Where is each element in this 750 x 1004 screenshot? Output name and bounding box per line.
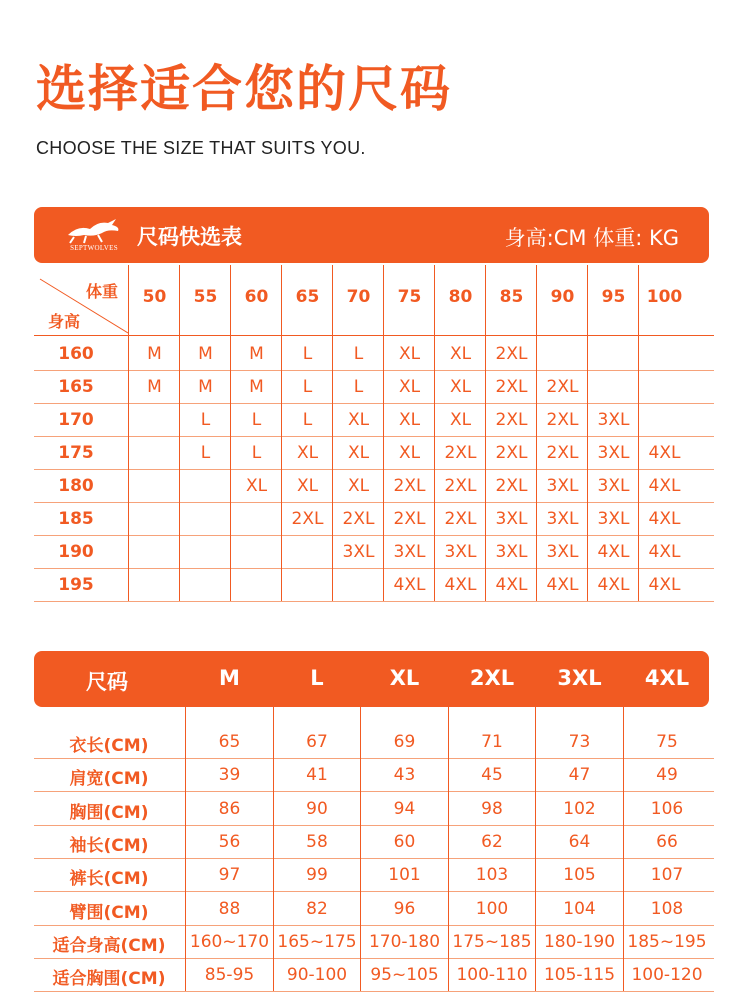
column-divider	[485, 265, 486, 601]
weight-header-cell: 100	[646, 287, 683, 307]
measure-value-cell: 165~175	[277, 931, 357, 952]
weight-header-cell: 80	[448, 287, 473, 307]
size-cell: 4XL	[393, 575, 426, 595]
size-cell: L	[302, 410, 313, 430]
corner-weight-label: 体重	[86, 282, 119, 301]
measure-value-cell: 175~185	[452, 931, 532, 952]
measure-value-cell: 75	[656, 732, 678, 752]
measure-value-cell: 49	[656, 765, 678, 786]
size-cell: 3XL	[444, 542, 477, 562]
size-cell: 3XL	[546, 476, 579, 496]
table-row	[34, 568, 714, 602]
measure-value-cell: 39	[218, 765, 241, 786]
measure-label: 袖长(CM)	[69, 835, 149, 856]
size-cell: 2XL	[495, 443, 528, 463]
measure-value-cell: 62	[481, 831, 503, 852]
size-cell: 2XL	[444, 443, 477, 463]
measure-value-cell: 90-100	[286, 965, 348, 986]
measure-label: 适合胸围(CM)	[52, 969, 166, 990]
table-row	[34, 858, 714, 892]
size-cell: 2XL	[291, 509, 324, 529]
measure-value-cell: 107	[650, 865, 684, 886]
column-divider	[587, 265, 588, 601]
logo-text: SEPTWOLVES	[70, 244, 118, 252]
size-cell: L	[251, 410, 262, 430]
size-cell: 4XL	[648, 509, 681, 529]
table-row	[34, 403, 714, 437]
size-cell: 2XL	[393, 509, 426, 529]
size-cell: 2XL	[393, 476, 426, 496]
size-header-cell: 4XL	[644, 666, 690, 690]
measure-value-cell: 180-190	[543, 931, 616, 952]
weight-header-cell: 55	[193, 287, 218, 307]
size-cell: XL	[449, 377, 472, 397]
measure-header-label: 尺码	[86, 670, 128, 694]
column-divider	[535, 707, 536, 991]
table-row	[34, 337, 714, 371]
size-cell: M	[198, 377, 213, 397]
weight-header-cell: 90	[550, 287, 575, 307]
measure-label: 衣长(CM)	[69, 736, 149, 756]
height-cell: 175	[58, 443, 94, 463]
size-cell: 3XL	[597, 443, 630, 463]
size-cell: XL	[398, 410, 421, 430]
size-cell: XL	[347, 443, 370, 463]
table-row	[34, 792, 714, 826]
measure-value-cell: 99	[306, 865, 328, 886]
size-cell: 3XL	[342, 542, 375, 562]
measure-value-cell: 100	[475, 898, 509, 919]
size-cell: 4XL	[597, 575, 630, 595]
table-row	[34, 958, 714, 992]
measure-value-cell: 85-95	[204, 965, 255, 986]
size-cell: 2XL	[444, 476, 477, 496]
measure-label: 肩宽(CM)	[69, 769, 149, 790]
quick-table-title: 尺码快选表	[137, 225, 242, 249]
size-cell: 3XL	[597, 509, 630, 529]
table-row	[34, 436, 714, 470]
measure-value-cell: 58	[306, 831, 328, 852]
size-cell: M	[198, 344, 213, 364]
size-cell: 3XL	[495, 542, 528, 562]
column-divider	[128, 265, 129, 601]
quick-table-header-bar	[34, 207, 709, 263]
size-cell: 3XL	[495, 509, 528, 529]
column-divider	[273, 707, 274, 991]
size-cell: 2XL	[342, 509, 375, 529]
size-cell: XL	[347, 476, 370, 496]
size-cell: 4XL	[648, 443, 681, 463]
size-cell: 4XL	[546, 575, 579, 595]
measure-label: 适合身高(CM)	[52, 935, 166, 956]
measure-value-cell: 69	[393, 732, 416, 752]
measure-value-cell: 185~195	[627, 931, 707, 952]
measure-value-cell: 47	[568, 765, 591, 786]
size-cell: 3XL	[597, 476, 630, 496]
size-cell: XL	[296, 443, 319, 463]
measure-label: 裤长(CM)	[69, 869, 149, 890]
quick-table-unit: 身高:CM 体重: KG	[504, 226, 679, 250]
measure-value-cell: 95~105	[370, 965, 439, 986]
table-row	[34, 502, 714, 536]
size-cell: 3XL	[393, 542, 426, 562]
page-subtitle: CHOOSE THE SIZE THAT SUITS YOU.	[36, 138, 366, 158]
size-cell: XL	[398, 344, 421, 364]
size-cell: L	[302, 344, 313, 364]
weight-header-cell: 95	[601, 287, 626, 307]
size-cell: L	[353, 344, 364, 364]
size-cell: M	[249, 344, 264, 364]
size-cell: 4XL	[597, 542, 630, 562]
measure-value-cell: 105-115	[543, 965, 616, 986]
column-divider	[179, 265, 180, 601]
weight-header-cell: 60	[244, 287, 269, 307]
size-cell: 2XL	[495, 410, 528, 430]
quick-table-weight-header	[34, 265, 714, 336]
measure-value-cell: 160~170	[189, 931, 270, 952]
size-cell: 4XL	[648, 542, 681, 562]
measure-value-cell: 67	[306, 732, 328, 752]
size-cell: XL	[398, 443, 421, 463]
measure-value-cell: 65	[218, 732, 241, 752]
column-divider	[230, 265, 231, 601]
height-cell: 180	[58, 476, 94, 496]
height-cell: 195	[58, 575, 94, 595]
page-title: 选择适合您的尺码	[36, 60, 452, 118]
size-cell: XL	[449, 410, 472, 430]
column-divider	[281, 265, 282, 601]
measure-value-cell: 82	[306, 898, 328, 919]
measure-value-cell: 88	[218, 898, 241, 919]
weight-header-cell: 75	[397, 287, 422, 307]
measure-value-cell: 71	[481, 732, 503, 752]
corner-height-label: 身高	[48, 312, 81, 331]
height-cell: 190	[58, 542, 94, 562]
height-cell: 170	[58, 410, 94, 430]
column-divider	[383, 265, 384, 601]
measure-value-cell: 96	[393, 898, 416, 919]
measure-value-cell: 64	[568, 831, 591, 852]
measure-label: 胸围(CM)	[69, 802, 149, 823]
column-divider	[448, 707, 449, 991]
measure-value-cell: 106	[650, 798, 684, 819]
size-cell: 2XL	[495, 344, 528, 364]
column-divider	[536, 265, 537, 601]
measure-value-cell: 86	[218, 798, 241, 819]
table-row	[34, 370, 714, 404]
table-row	[34, 535, 714, 569]
measure-value-cell: 66	[656, 831, 678, 852]
size-cell: 3XL	[546, 542, 579, 562]
table-row	[34, 758, 714, 792]
measure-value-cell: 104	[563, 898, 596, 919]
table-row	[34, 725, 714, 759]
size-cell: 2XL	[495, 476, 528, 496]
measure-label: 臂围(CM)	[69, 902, 149, 923]
measure-value-cell: 73	[568, 732, 591, 752]
column-divider	[623, 707, 624, 991]
size-cell: L	[302, 377, 313, 397]
size-cell: 2XL	[495, 377, 528, 397]
size-cell: 3XL	[546, 509, 579, 529]
height-cell: 165	[58, 377, 94, 397]
measure-value-cell: 41	[306, 765, 328, 786]
size-cell: XL	[347, 410, 370, 430]
wolf-logo-icon	[64, 215, 124, 255]
weight-header-cell: 65	[295, 287, 320, 307]
size-cell: M	[147, 377, 162, 397]
column-divider	[332, 265, 333, 601]
column-divider	[638, 265, 639, 601]
size-cell: 2XL	[546, 377, 579, 397]
measure-value-cell: 100-110	[456, 965, 528, 986]
size-cell: 4XL	[648, 575, 681, 595]
size-cell: 4XL	[444, 575, 477, 595]
column-divider	[360, 707, 361, 991]
size-cell: 2XL	[546, 410, 579, 430]
size-header-cell: 3XL	[557, 666, 602, 690]
size-cell: 2XL	[546, 443, 579, 463]
size-cell: 3XL	[597, 410, 630, 430]
table-row	[34, 825, 714, 859]
height-cell: 185	[58, 509, 94, 529]
size-cell: 2XL	[444, 509, 477, 529]
size-cell: XL	[296, 476, 319, 496]
table-row	[34, 469, 714, 503]
weight-header-cell: 50	[142, 287, 167, 307]
column-divider	[185, 707, 186, 991]
measure-value-cell: 60	[393, 831, 416, 852]
measure-value-cell: 43	[393, 765, 416, 786]
measure-value-cell: 101	[388, 865, 421, 886]
measure-value-cell: 98	[481, 798, 503, 819]
size-cell: 4XL	[648, 476, 681, 496]
size-cell: L	[251, 443, 262, 463]
weight-header-cell: 85	[499, 287, 524, 307]
height-cell: 160	[58, 344, 94, 364]
measure-value-cell: 103	[475, 865, 509, 886]
weight-header-cell: 70	[346, 287, 371, 307]
size-header-cell: M	[219, 666, 240, 690]
size-cell: M	[249, 377, 264, 397]
size-cell: XL	[398, 377, 421, 397]
size-header-cell: L	[310, 666, 324, 690]
size-cell: XL	[449, 344, 472, 364]
table-row	[34, 892, 714, 926]
column-divider	[434, 265, 435, 601]
measure-table-header-bar	[34, 651, 709, 707]
size-cell: XL	[245, 476, 268, 496]
measure-value-cell: 105	[563, 865, 596, 886]
measure-value-cell: 108	[650, 898, 684, 919]
measure-value-cell: 170-180	[368, 931, 441, 952]
measure-value-cell: 100-120	[631, 965, 703, 986]
size-header-cell: XL	[389, 666, 420, 690]
measure-value-cell: 94	[393, 798, 416, 819]
size-cell: 4XL	[495, 575, 528, 595]
size-cell: M	[147, 344, 162, 364]
measure-value-cell: 90	[306, 798, 328, 819]
size-cell: L	[353, 377, 364, 397]
measure-value-cell: 45	[481, 765, 503, 786]
size-cell: L	[200, 410, 211, 430]
size-cell: L	[200, 443, 211, 463]
size-header-cell: 2XL	[469, 666, 515, 690]
measure-value-cell: 56	[218, 831, 241, 852]
measure-value-cell: 97	[218, 865, 241, 886]
measure-value-cell: 102	[563, 798, 596, 819]
table-row	[34, 925, 714, 959]
